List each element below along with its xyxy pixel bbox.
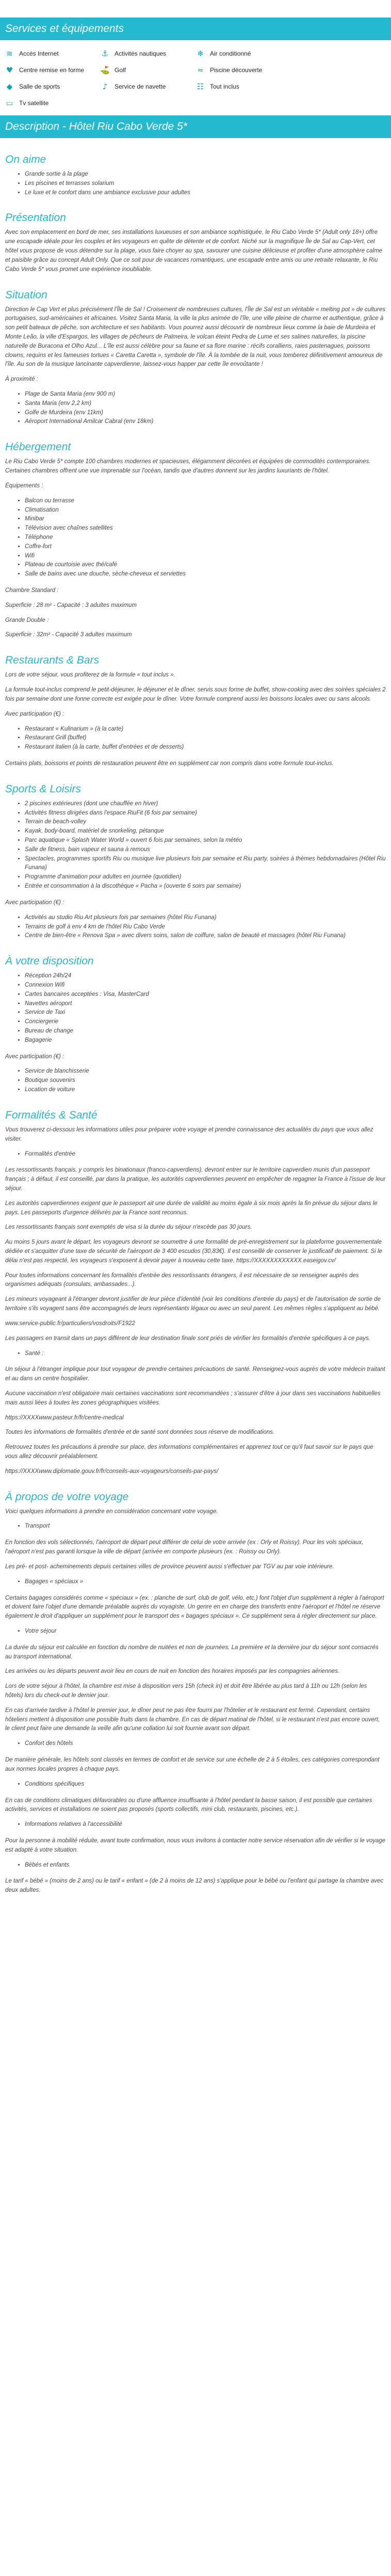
list-item: • Santé : <box>25 1349 386 1359</box>
section-paragraph: À proximité : <box>5 376 38 383</box>
service-label: Accès Internet <box>19 50 59 57</box>
list-item: • Transport <box>25 1522 386 1531</box>
service-item <box>5 99 101 108</box>
section-list <box>5 725 386 752</box>
service-item <box>5 82 101 91</box>
sports-icon: ◆ <box>6 82 13 91</box>
list-item: • Programme d'animation pour adultes en journée (quotidien) <box>25 873 386 882</box>
section-list <box>5 170 386 197</box>
service-item <box>196 66 291 75</box>
section-paragraph: Les ressortissants français, y compris les binationaux (franco-capverdiens), devront entrer sur le territoire capverdien munis d'un passeport français ; à défaut, il est conseillé, par dans la pratique, les autorités capverdiennes peuvent en empêcher de regagner la France à l'issue de leur séjour. <box>5 1167 386 1192</box>
section-list <box>5 972 386 1045</box>
list-item: • Bagages « spéciaux » <box>25 1578 386 1587</box>
section-list <box>5 497 386 579</box>
section-paragraph: Avec participation (€) : <box>5 1053 64 1060</box>
list-item: • Réception 24h/24 <box>25 972 386 981</box>
section-list <box>5 1627 386 1636</box>
section-paragraph: Aucune vaccination n'est obligatoire mais certaines vaccinations sont recommandées ; s'assurer d'être à jour dans ses vaccinations habituelles mais aussi liées à toutes les zones géographiques visitées. <box>5 1390 381 1406</box>
list-item: • Bébés et enfants <box>25 1861 386 1870</box>
section-paragraph: www.service-public.fr/particuliers/vosdroits/F1922 <box>5 1320 135 1327</box>
section-title: À propos de votre voyage <box>5 1490 129 1503</box>
section-paragraph: Les passagers en transit dans un pays différent de leur destination finale sont priés de vérifier les formalités d'entrée spécifiques à ce pays. <box>5 1335 370 1342</box>
description-header: Description - Hôtel Riu Cabo Verde 5* <box>0 115 391 138</box>
list-item: • Restaurant italien (à la carte, buffet d'entrées et de desserts) <box>25 743 386 752</box>
section-paragraph: Certains plats, boissons et points de restauration peuvent être en supplément car non compris dans votre formule tout-inclus. <box>5 760 334 767</box>
section-paragraph: Équipements : <box>5 482 43 489</box>
section-list <box>5 1739 386 1749</box>
section-paragraph: Les pré- et post- acheminements depuis certaines villes de province peuvent aussi s'effectuer par TGV au par voie intérieure. <box>5 1563 334 1570</box>
list-item: • Cartes bancaires acceptées : Visa, MasterCard <box>25 990 386 999</box>
section-title: Présentation <box>5 212 66 224</box>
list-item: • Salle de fitness, bain vapeur et sauna à remous <box>25 845 386 855</box>
list-item: • Le luxe et le confort dans une ambiance exclusive pour adultes <box>25 189 386 198</box>
list-item: • Parc aquatique « Splash Water World » ouvert 6 fois par semaines, selon la météo <box>25 836 386 845</box>
services-row <box>5 78 386 95</box>
section-title: On aime <box>5 154 46 165</box>
services-row <box>5 95 386 111</box>
wifi-icon: ≋ <box>6 49 13 58</box>
section-paragraph: Superficie : 28 m² - Capacité : 3 adultes maximum <box>5 602 137 608</box>
section-paragraph: Direction le Cap Vert et plus précisément l'Île de Sal ! Croisement de nombreuses cultures, l'Île de Sal est un véritable « melting pot » de cultures portugaises, sud-américaines et africaines. Visitez Santa Maria, la ville la plus animée de l'île, une ville pleine de charme et authentique, grâce à son petit bateaux de pêche, son architecture et ses habitants. Vous pourrez aussi découvrir de nombreux lieux comme la baie de Murdeira et Monte Leão, la ville d'Espargos, les villages de pêcheurs de Palmeira, le volcan éteint Pedra de Lume et ses salines naturelles, la piscine naturelle de Buracona et Olho Azul... L'île est aussi célèbre pour sa faune et sa flore marine : récifs coralliens, raies pastenagues, poissons clowns, requins et les fameuses tortues « Caretta Caretta », symbole de l'île. À la tombée de la nuit, vous tomberez définitivement amoureux de l'île. Au son de la musique lancinante capverdienne, laissez-vous happer par cette île envoûtante ! <box>5 306 386 368</box>
section-paragraph: Retrouvez toutes les précautions à prendre sur place, des informations complémentaires et apprenez tout ce qu'il faut savoir sur le pays que vous allez découvrir préalablement. <box>5 1444 373 1460</box>
tv-icon: ▭ <box>6 98 13 108</box>
section-title: Restaurants & Bars <box>5 654 100 667</box>
list-item: • Activités au studio Riu Art plusieurs fois par semaines (hôtel Riu Funana) <box>25 913 386 923</box>
nightlife-icon: ♪ <box>102 82 108 91</box>
list-item: • Santa Maria (env 2,2 km) <box>25 399 386 409</box>
section-paragraph: Les autorités capverdiennes exigent que le passeport ait une durée de validité au moins égale à six mois après la fin prévue du séjour dans le pays. Les passeports d'urgence délivrés par la France sont reconnus. <box>5 1200 378 1216</box>
list-item: • Grande sortie à la plage <box>25 170 386 179</box>
section-paragraph: Les mineurs voyageant à l'étranger devront justifier de leur pièce d'identité (voir les conditions d'entrée du pays) et de l'autorisation de sortie de territoire s'ils voyagent sans être accompagnés de leurs représentants légaux ou avec un seul parent. Les mêmes règles s'appliquent au bébé. <box>5 1296 381 1312</box>
section-paragraph: En cas d'arrivée tardive à l'hôtel le premier jour, le dîner peut ne pas être fourni par l'hôtelier et le restaurant est fermé. Cependant, certains hôteliers mettent à disposition une possible fruits dans la chambre. En cas de départ matinal de l'hôtel, si le restaurant n'est pas encore ouvert, le client peut faire une demande la veille afin qu'une collation lui soit fournie avant son départ. <box>5 1707 380 1732</box>
list-item: • Coffre-fort <box>25 543 386 552</box>
list-item: • Minibar <box>25 515 386 524</box>
list-item: • Location de voiture <box>25 1086 386 1095</box>
section-paragraph: Lors de votre séjour à l'hôtel, la chambre est mise à disposition vers 15h (check in) et doit être libérée au plus tard à 11h ou 12h (selon les hôtels) lors du check-out le dernier jour. <box>5 1683 367 1699</box>
section-title: Hébergement <box>5 441 71 453</box>
section-list <box>5 1578 386 1587</box>
section-list <box>5 390 386 427</box>
section-list <box>5 1820 386 1829</box>
services-grid <box>0 40 391 115</box>
list-item: • 2 piscines extérieures (dont une chauffée en hiver) <box>25 800 386 809</box>
description-content <box>0 154 391 1895</box>
section-paragraph: En fonction des vols sélectionnés, l'aéroport de départ peut différer de celui de votre arrivée (ex : Orly et Roissy). Pour les vols spéciaux, l'aéroport n'est pas garanti lorsque la ville de départ (arrivée en comporte plusieurs (ex. : Roissy ou Orly). <box>5 1539 364 1555</box>
service-label: Salle de sports <box>19 83 60 90</box>
section-paragraph: Les ressortissants français sont exemptés de visa si la durée du séjour n'excède pas 30 jours. <box>5 1224 252 1231</box>
list-item: • Entrée et consommation à la discothèque « Pacha » (ouverte 6 soirs par semaine) <box>25 882 386 891</box>
golf-icon: ⛳ <box>100 65 110 75</box>
service-label: Activités nautiques <box>115 50 167 57</box>
service-label: Piscine découverte <box>210 66 263 74</box>
section-paragraph: Grande Double : <box>5 617 49 623</box>
list-item: • Wifi <box>25 552 386 561</box>
service-item <box>196 82 291 91</box>
list-item: • Salle de bains avec une douche, sèche-cheveux et serviettes <box>25 570 386 579</box>
list-item: • Balcon ou terrasse <box>25 497 386 506</box>
list-item: • Informations relatives à l'accessibilité <box>25 1820 386 1829</box>
service-label: Tout inclus <box>210 83 239 90</box>
list-item: • Restaurant Grill (buffet) <box>25 734 386 743</box>
list-item: • Kayak, body-board, matériel de snorkeling, pétanque <box>25 827 386 836</box>
service-label: Golf <box>115 66 126 74</box>
section-list <box>5 913 386 941</box>
list-item: • Climatisation <box>25 506 386 515</box>
services-row <box>5 62 386 78</box>
services-row <box>5 45 386 62</box>
list-item: • Activités fitness dirigées dans l'espace RiuFit (6 fois par semaine) <box>25 809 386 818</box>
service-label: Service de navette <box>115 83 166 90</box>
service-label: Air conditionné <box>210 50 251 57</box>
list-item: • Service de blanchisserie <box>25 1067 386 1076</box>
list-item: • Restaurant « Kulinarium » (à la carte) <box>25 725 386 734</box>
list-item: • Aéroport International Amilcar Cabral (env 18km) <box>25 417 386 427</box>
section-paragraph: Lors de votre séjour, vous profiterez de la formule « tout inclus ». <box>5 672 175 679</box>
section-list <box>5 800 386 891</box>
section-paragraph: Certains bagages considérés comme « spéciaux » (ex. : planche de surf, club de golf, vélo, etc.) font l'objet d'un supplément à régler à l'aéroport et doivent faire l'objet d'une demande préalable auprès du voyagiste. Un genre en en charge des transferts entre l'aéroport et l'hôtel ne réserve également le droit d'appliquer un supplément pour le transport des « bagages spéciaux ». Ce supplément sera à régler directement sur place. <box>5 1595 384 1620</box>
section-paragraph: Vous trouverez ci-dessous les informations utiles pour préparer votre voyage et prendre connaissance des actualités du pays que vous allez visiter. <box>5 1126 373 1142</box>
list-item: • Télévision avec chaînes satellites <box>25 524 386 533</box>
list-item: • Bagagerie <box>25 1036 386 1045</box>
service-item <box>101 82 196 91</box>
section-title: À votre disposition <box>5 955 94 968</box>
section-paragraph: Superficie : 32m² - Capacité 3 adultes maximum <box>5 632 132 638</box>
list-item: • Conciergerie <box>25 1018 386 1027</box>
section-list <box>5 1861 386 1870</box>
list-item: • Connexion Wifi <box>25 981 386 990</box>
list-item: • Service de Taxi <box>25 1008 386 1018</box>
list-item: • Conditions spécifiques <box>25 1780 386 1789</box>
service-item <box>196 49 291 58</box>
service-label: Centre remise en forme <box>19 66 85 74</box>
list-item: • Boutique souvenirs <box>25 1076 386 1086</box>
list-item: • Téléphone <box>25 533 386 543</box>
list-item: • Les piscines et terrasses solarium <box>25 179 386 189</box>
list-item: • Votre séjour <box>25 1627 386 1636</box>
list-item: • Spectacles, programmes sportifs Riu ou musique live plusieurs fois par semaine et Riu party, soirées à thèmes hebdomadaires (Hôtel Riu Funana) <box>25 855 386 873</box>
section-paragraph: Un séjour à l'étranger implique pour tout voyageur de prendre certaines précautions de santé. Renseignez-vous auprès de votre médecin traitant et au dans un centre hospitalier. <box>5 1366 385 1382</box>
section-paragraph: Avec participation (€) : <box>5 899 64 906</box>
snowflake-icon: ❄ <box>197 49 204 58</box>
section-paragraph: Avec son emplacement en bord de mer, ses installations luxueuses et son ambiance sophistiquée, le Riu Cabo Verde 5* (Adult only 18+) offre une escapade idéale pour les couples et les voyageurs en quête de détente et de confort. Niché sur la magnifique Île de Sal au Cap-Vert, cet hôtel vous propose de vous détendre sur la plage, vous faire choyer au spa, savourer une cuisine délicieuse et profiter d'une atmosphère calme et paisible grâce au concept Adult Only. Que ce soit pour de vacances romantiques, une escapade entre amis ou une retraite relaxante, le Riu Cabo Verde 5* vous promet une expérience inoubliable. <box>5 229 382 273</box>
section-paragraph: La formule tout-inclus comprend le petit-déjeuner, le déjeuner et le dîner, servis sous forme de buffet, show-cooking avec des soirées spéciales 2 fois par semaine dont une fonne correcte est exigée pour le dîner. Votre formule comprend aussi les boissons locales avec ou sans alcools. <box>5 687 386 702</box>
section-paragraph: https://XXXXwww.pasteur.fr/fr/centre-medical <box>5 1414 124 1421</box>
section-paragraph: Le tarif « bébé » (moins de 2 ans) ou le tarif « enfant » (de 2 à moins de 12 ans) s'applique pour le bébé ou l'enfant qui partage la chambre avec deux adultes. <box>5 1878 384 1894</box>
section-paragraph: Chambre Standard : <box>5 587 59 594</box>
list-item: • Confort des hôtels <box>25 1739 386 1749</box>
list-item: • Navettes aéroport <box>25 999 386 1009</box>
section-list <box>5 1150 386 1159</box>
service-item <box>101 49 196 58</box>
list-item: • Terrains de golf à env 4 km de l'hôtel Riu Cabo Verde <box>25 923 386 932</box>
section-list <box>5 1780 386 1789</box>
section-title: Situation <box>5 289 47 301</box>
section-paragraph: La durée du séjour est calculée en fonction du nombre de nuitées et non de journées. La première et la dernière jour du séjour sont consacrés au transport international. <box>5 1644 379 1660</box>
list-item: • Plateau de courtoisie avec thé/café <box>25 561 386 570</box>
section-list <box>5 1522 386 1531</box>
list-item: • Formalités d'entrée <box>25 1150 386 1159</box>
services-header: Services et équipements <box>0 18 391 40</box>
section-paragraph: De manière générale, les hôtels sont classés en termes de confort et de service sur une échelle de 2 à 5 étoiles, ces catégories correspondant aux normes locales propres à chaque pays. <box>5 1757 380 1772</box>
list-item: • Centre de bien-être « Renova Spa » avec divers soins, salon de coiffure, salon de beauté et massages (hôtel Riu Funana) <box>25 931 386 941</box>
section-paragraph: https://XXXXwww.diplomatie.gouv.fr/fr/conseils-aux-voyageurs/conseils-par-pays/ <box>5 1468 219 1475</box>
pool-icon: ≈ <box>197 65 204 75</box>
service-item <box>101 66 196 75</box>
section-paragraph: Toutes les informations de formalités d'entrée et de santé sont données sous réserve de modifications. <box>5 1429 275 1436</box>
list-item: • Bureau de change <box>25 1027 386 1036</box>
water-sports-icon: ⚓ <box>101 49 109 58</box>
section-paragraph: En cas de conditions climatiques défavorables ou d'une affluence insuffisante à l'hôtel pendant la basse saison, il est possible que certaines activités, services et installations ne soient pas proposés (sports collectifs, mini club, restaurants, piscines, etc.). <box>5 1797 372 1813</box>
section-paragraph: Les arrivées ou les départs peuvent avoir lieu en cours de nuit en fonction des horaires imposés par les compagnies aériennes. <box>5 1668 340 1675</box>
section-title: Formalités & Santé <box>5 1109 97 1121</box>
section-list <box>5 1349 386 1359</box>
list-item: • Golfe de Murdeira (env 11km) <box>25 409 386 418</box>
service-item <box>5 49 101 58</box>
section-paragraph: Pour toutes informations concernant les formalités d'entrée des ressortissants étrangers, il est nécessaire de se renseigner auprès des organismes adéquats (consulats, ambassades...). <box>5 1272 359 1288</box>
service-item <box>5 66 101 75</box>
section-paragraph: Au moins 5 jours avant le départ, les voyageurs devront se soumettre à une formalité de pré-enregistrement sur la plateforme gouvernementale dédiée et s'acquitter d'une taxe de sécurité de l'aéroport de 3 400 escudos (30,83€). Il est conseillé de conserver le justificatif de paiement. Si le délai n'est pas respecté, les voyageurs s'exposent à devoir payer à nouveau cette taxe. https://XXXXXXXXXXXX.easeigov.cv/ <box>5 1239 382 1264</box>
section-list <box>5 1067 386 1094</box>
service-label: Tv satellite <box>19 99 49 107</box>
list-item: • Terrain de beach-volley <box>25 818 386 827</box>
section-paragraph: Le Riu Cabo Verde 5* compte 100 chambres modernes et spacieuses, élégamment décorées et équipées de commodités contemporaines. Certaines chambres offrent une vue imprenable sur l'océan, tandis que d'autres donnent sur les jardins luxuriants de l'hôtel. <box>5 459 371 474</box>
section-paragraph: Avec participation (€) : <box>5 710 64 717</box>
fitness-icon: ♥ <box>6 65 13 75</box>
section-title: Sports & Loisirs <box>5 783 82 795</box>
list-item: • Plage de Santa Maria (env 900 m) <box>25 390 386 399</box>
all-inclusive-icon: ☷ <box>197 82 204 91</box>
section-paragraph: Pour la personne à mobilité réduite, avant toute confirmation, nous vous invitons à contacter notre service réservation afin de vérifier si le voyage est adapté à votre situation. <box>5 1837 386 1853</box>
section-paragraph: Voici quelques informations à prendre en considération concernant votre voyage. <box>5 1508 218 1515</box>
